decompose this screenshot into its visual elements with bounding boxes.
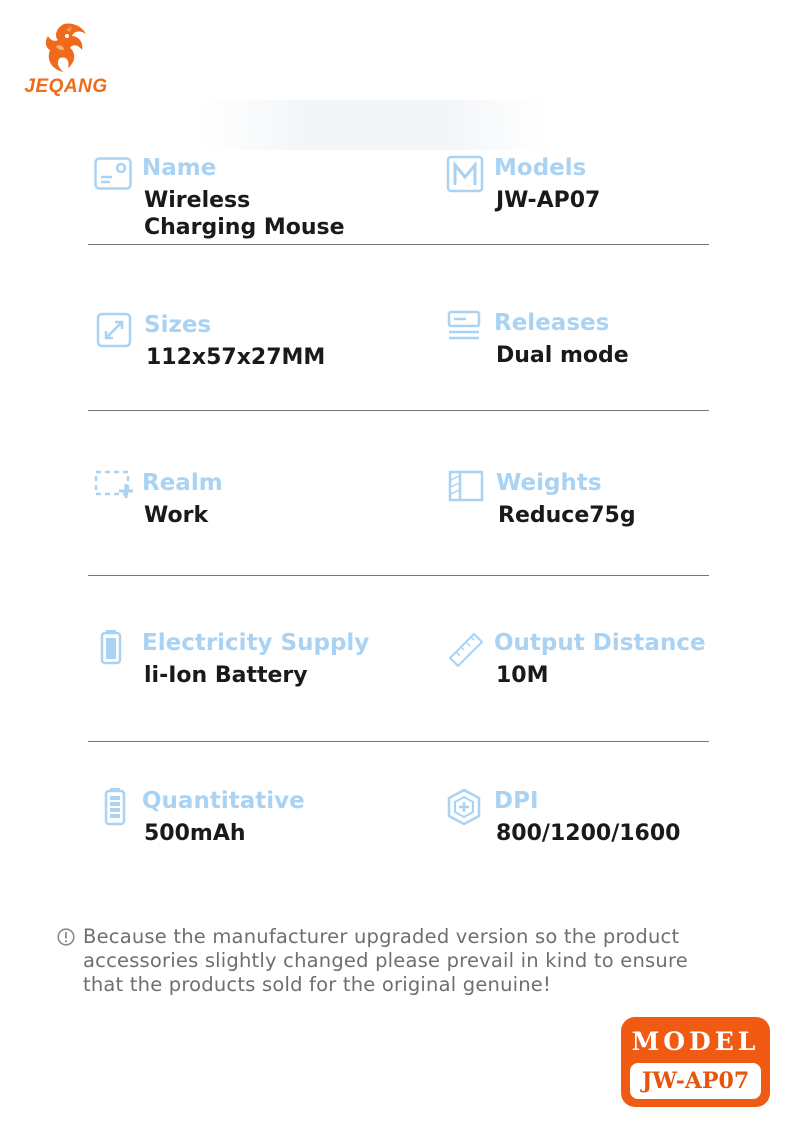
spec-value: 112x57x27MM [146, 345, 326, 370]
dragon-icon [42, 20, 92, 76]
model-badge [621, 1017, 770, 1107]
spec-label: Releases [494, 310, 610, 336]
model-badge-code: JW-AP07 [630, 1063, 761, 1099]
spec-label: Output Distance [494, 630, 706, 656]
weight-box-icon [448, 470, 488, 510]
spec-value: Work [144, 503, 209, 528]
brand-logo [18, 20, 114, 100]
spec-value: li-Ion Battery [144, 663, 308, 688]
resize-icon [96, 312, 136, 352]
spec-value [144, 187, 345, 241]
hexagon-chip-icon [446, 788, 486, 828]
brand-name: JEQANG [24, 76, 108, 97]
spec-value: Reduce75g [498, 503, 636, 528]
spec-value: JW-AP07 [496, 188, 601, 213]
spec-label: Realm [142, 470, 223, 496]
faint-banner [200, 100, 550, 150]
spec-value: 500mAh [144, 821, 246, 846]
divider [88, 244, 709, 245]
spec-label: Models [494, 155, 587, 181]
model-badge-title: MODEL [631, 1027, 760, 1056]
spec-label: Name [142, 155, 217, 181]
battery-icon [94, 630, 134, 670]
spec-label: Weights [496, 470, 602, 496]
spec-value: 800/1200/1600 [496, 821, 681, 846]
spec-value-line: Wireless [144, 188, 251, 213]
id-card-icon [94, 155, 134, 195]
disclaimer-text: Because the manufacturer upgraded version so the product accessories slightly changed please prevail in kind to ensure that the products sold for the original genuine! [83, 925, 688, 996]
divider [88, 575, 709, 576]
spec-label: Quantitative [142, 788, 305, 814]
spec-label: Sizes [144, 312, 212, 338]
divider [88, 741, 709, 742]
info-icon [57, 928, 75, 946]
spec-value: Dual mode [496, 343, 629, 368]
m-box-icon [446, 155, 486, 195]
spec-value-line: Charging Mouse [144, 215, 345, 240]
divider [88, 410, 709, 411]
spec-label: Electricity Supply [142, 630, 370, 656]
ruler-icon [446, 630, 486, 670]
battery-level-icon [94, 788, 134, 828]
dashed-add-icon [94, 470, 134, 510]
spec-value: 10M [496, 663, 549, 688]
connection-icon [446, 310, 486, 350]
spec-label: DPI [494, 788, 539, 814]
